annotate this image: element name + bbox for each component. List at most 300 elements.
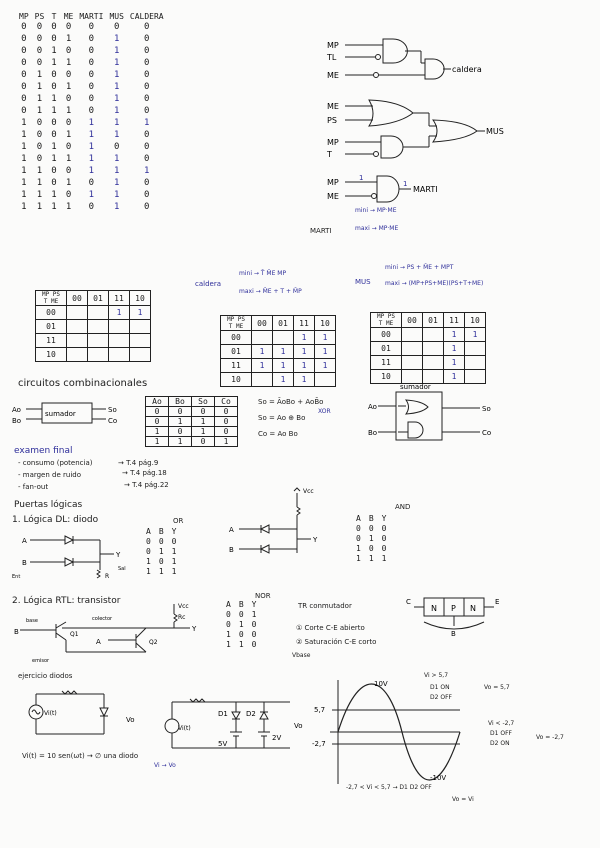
kmap-col-label: 10 — [465, 313, 486, 328]
kmap-corner — [221, 316, 252, 331]
col-ps: PS — [34, 12, 45, 21]
kmap-cell: 1 — [130, 306, 151, 320]
kmap-cell: 1 — [109, 306, 130, 320]
truth-table-cell: 1 — [113, 202, 120, 212]
rtl-vcc: Vcc — [178, 603, 189, 610]
truth-table-cell: 1 — [21, 202, 27, 212]
dl-input-note: Ent — [12, 574, 21, 580]
truth-table-cell: 0 — [144, 58, 150, 68]
truth-table-cell: 1 — [88, 130, 95, 140]
rtl-nor-circuit — [12, 600, 212, 664]
nor-table-col: Y — [251, 600, 257, 609]
truth-table-cell: 0 — [65, 166, 72, 176]
truth-table-cell: 0 — [144, 22, 150, 32]
or-table-cell: 0 — [158, 536, 164, 546]
diode2-v1: 5V — [218, 740, 228, 748]
diode2-d1: D1 — [218, 710, 228, 718]
truth-table-row — [16, 81, 167, 93]
truth-table-cell: 0 — [144, 106, 150, 116]
rtl-in-a: A — [96, 638, 101, 646]
kmap-col-label: 00 — [252, 316, 273, 331]
truth-table-cell: 0 — [21, 70, 27, 80]
dl-in-b: B — [22, 559, 27, 567]
truth-table-row — [16, 165, 167, 177]
truth-table-cell: 0 — [144, 202, 150, 212]
kmap-row-label: 11 — [371, 356, 402, 370]
diode-circuit-1 — [22, 688, 142, 744]
truth-table-cell: 0 — [21, 46, 27, 56]
kmap-cell — [88, 348, 109, 362]
adder-circuit-b: Bo — [368, 429, 378, 437]
truth-table-row — [16, 57, 167, 69]
npn-e: E — [495, 598, 500, 606]
or-table-cell: 0 — [146, 546, 151, 556]
kmap-row-label: 10 — [371, 370, 402, 384]
kmap-corner-top: MP PS — [41, 291, 61, 298]
truth-table-row — [16, 117, 167, 129]
truth-table-cell: 0 — [65, 22, 72, 32]
kmap-corner-top: MP PS — [226, 316, 246, 323]
truth-table-cell: 0 — [51, 166, 57, 176]
truth-table-cell: 1 — [65, 34, 72, 44]
npn-n2: N — [470, 604, 476, 613]
rtl-q2: Q2 — [149, 639, 158, 646]
exam-item-3: - fan-out — [18, 483, 49, 491]
kmap-row — [221, 359, 336, 373]
adder-table-cell: 0 — [215, 417, 238, 427]
mus-circuit — [325, 96, 515, 168]
truth-table-cell: 1 — [65, 202, 72, 212]
truth-table-cell: 1 — [51, 94, 57, 104]
truth-table-cell: 0 — [36, 58, 43, 68]
adder-circuit-title: sumador — [400, 383, 431, 391]
truth-table-cell: 0 — [21, 58, 27, 68]
exam-section — [14, 446, 234, 496]
nor-table-row — [222, 619, 260, 629]
case1-d1: D1 ON — [430, 684, 450, 691]
or-table-col: A — [146, 527, 151, 536]
npn-n1: N — [431, 604, 437, 613]
kmap-cell — [423, 356, 444, 370]
kmap-row — [371, 356, 486, 370]
adder-in-b: Bo — [12, 417, 22, 425]
dl-resistor: R — [105, 573, 110, 580]
nor-table-cell: 0 — [226, 619, 231, 629]
diode-cases — [420, 672, 590, 762]
dl-in-a: A — [22, 537, 27, 545]
truth-table-cell: 0 — [88, 202, 95, 212]
kmap-col-label: 01 — [273, 316, 294, 331]
or-table-cell: 0 — [158, 556, 164, 566]
kmap-col-label: 11 — [294, 316, 315, 331]
kmap-cell — [88, 334, 109, 348]
kmap-col-label: 11 — [444, 313, 465, 328]
truth-table-cell: 1 — [113, 118, 120, 128]
truth-table-cell: 1 — [36, 82, 43, 92]
marti-out: MARTI — [413, 185, 438, 194]
kmap-row-label: 01 — [221, 345, 252, 359]
nor-table-row — [222, 609, 260, 619]
and-table-cell: 1 — [356, 543, 361, 553]
kmap-corner — [36, 291, 67, 306]
kmap-row-label: 00 — [36, 306, 67, 320]
col-caldera: CALDERA — [129, 12, 164, 21]
exam-item-1: - consumo (potencia) — [18, 459, 93, 467]
truth-table-cell: 1 — [36, 166, 43, 176]
adder-table-cell: 0 — [192, 407, 215, 417]
adder-table-col: Co — [215, 397, 238, 407]
truth-table-cell: 1 — [65, 154, 72, 164]
adder-table-cell: 1 — [146, 437, 169, 447]
nor-table-cell: 1 — [238, 639, 244, 649]
and-label: AND — [395, 503, 411, 511]
kmap-col-label: 01 — [88, 291, 109, 306]
dl-output-note: Sal — [118, 566, 126, 572]
kmap-row-label: 00 — [371, 328, 402, 342]
adder-table-cell: 0 — [169, 407, 192, 417]
col-mp: MP — [19, 12, 29, 21]
rtl-q1: Q1 — [70, 631, 79, 638]
truth-table-row — [16, 201, 167, 213]
adder-circuit-s: So — [482, 405, 491, 413]
marti-mark-2: 1 — [403, 180, 408, 188]
nor-table-header — [222, 600, 260, 609]
truth-table-cell: 1 — [113, 106, 120, 116]
kmap-cell — [130, 348, 151, 362]
truth-table-cell: 1 — [65, 82, 72, 92]
truth-table-cell: 0 — [144, 94, 150, 104]
truth-table-cell: 1 — [21, 142, 27, 152]
nor-table-col: B — [238, 600, 244, 609]
kmap-row — [371, 342, 486, 356]
adder-eq-so-xor: So = Ao ⊕ Bo — [258, 414, 306, 422]
truth-table-cell: 0 — [51, 34, 57, 44]
truth-table-row — [16, 189, 167, 201]
exam-item-2: - margen de ruido — [18, 471, 81, 479]
adder-equations — [258, 398, 358, 444]
kmap-row-label: 11 — [221, 359, 252, 373]
kmap-corner-left: T ME — [228, 323, 244, 330]
adder-table-row — [146, 407, 238, 417]
dl-title: 1. Lógica DL: diodo — [12, 515, 99, 525]
or-table-cell: 1 — [158, 566, 164, 576]
or-table-cell: 1 — [171, 566, 177, 576]
truth-table-cell: 1 — [65, 130, 72, 140]
truth-table-cell: 0 — [36, 34, 43, 44]
nor-table-cell: 0 — [226, 609, 231, 619]
nor-table-cell: 1 — [226, 639, 231, 649]
case2-output: Vo = -2,7 — [536, 734, 564, 741]
truth-table-cell: 1 — [113, 82, 120, 92]
truth-table-cell: 1 — [21, 154, 27, 164]
truth-table-cell: 1 — [88, 190, 95, 200]
kmap-col-label: 10 — [130, 291, 151, 306]
kmap-corner-top: MP PS — [376, 313, 396, 320]
diode2-vo: Vo — [294, 722, 303, 730]
and-in-a: A — [229, 526, 234, 534]
truth-table-cell: 0 — [65, 142, 72, 152]
truth-table-cell: 0 — [65, 46, 72, 56]
or-table-row — [142, 536, 180, 546]
rtl-emisor-label: emisor — [32, 658, 50, 664]
nor-truth-table — [222, 600, 260, 649]
caldera-circuit — [325, 35, 495, 87]
nor-table-cell: 0 — [238, 629, 244, 639]
kmap-row — [36, 320, 151, 334]
adder-table-cell: 0 — [215, 407, 238, 417]
case2-d1: D1 OFF — [490, 730, 512, 737]
kmap-header-row — [371, 313, 486, 328]
kmap-row — [371, 328, 486, 342]
kmap-row — [36, 334, 151, 348]
dl-and-circuit — [225, 485, 335, 559]
adder-block — [12, 395, 132, 435]
tr-switch-title: TR conmutador — [298, 602, 352, 610]
or-table-row — [142, 556, 180, 566]
case1-condition: Vi > 5,7 — [424, 672, 449, 679]
kmap-row-label: 00 — [221, 331, 252, 345]
or-table-row — [142, 546, 180, 556]
kmap-row — [36, 306, 151, 320]
kmap-caldera — [220, 315, 336, 387]
truth-table-cell: 0 — [88, 82, 95, 92]
kmap-corner — [371, 313, 402, 328]
rtl-title: 2. Lógica RTL: transistor — [12, 596, 121, 606]
adder-block-label: sumador — [45, 410, 76, 418]
caldera-in-mp: MP — [327, 41, 339, 50]
and-table-col: Y — [381, 514, 387, 523]
adder-in-a: Ao — [12, 406, 21, 414]
caldera-in-tl: TL — [327, 53, 337, 62]
adder-eq-so-expanded: So = ĀoBo + AoB̄o — [258, 398, 324, 406]
tr-switch-vbase: Vbase — [292, 652, 311, 659]
truth-table-row — [16, 105, 167, 117]
kmap-cell: 1 — [294, 345, 315, 359]
kmap-cell — [88, 320, 109, 334]
adder-table-row — [146, 437, 238, 447]
truth-table-cell: 1 — [113, 154, 120, 164]
truth-table-cell: 0 — [51, 22, 57, 32]
truth-table-cell: 1 — [36, 70, 43, 80]
kmap-cell — [423, 328, 444, 342]
diode-circuit-2 — [160, 696, 310, 756]
exam-item-1-ref: → T.4 pág.9 — [118, 459, 159, 467]
nor-table-cell: 0 — [251, 619, 257, 629]
truth-table-cell: 0 — [88, 178, 95, 188]
truth-table-cell: 1 — [65, 106, 72, 116]
kmap-cell — [109, 348, 130, 362]
truth-table-cell: 0 — [144, 142, 150, 152]
truth-table-cell: 0 — [144, 46, 150, 56]
diode-formula-note: Vi → Vo — [154, 762, 176, 769]
sine-peak-bottom: -10V — [430, 774, 447, 782]
truth-table-cell: 1 — [36, 202, 43, 212]
dl-out-y: Y — [116, 551, 121, 559]
truth-table-cell: 1 — [51, 46, 57, 56]
truth-table-cell: 0 — [51, 82, 57, 92]
truth-table-row — [16, 45, 167, 57]
kmap-cell — [109, 334, 130, 348]
adder-table-cell: 0 — [215, 427, 238, 437]
rtl-in-b: B — [14, 628, 19, 636]
truth-table-cell: 1 — [113, 70, 120, 80]
truth-table-cell: 1 — [113, 130, 120, 140]
mus-expr-mini: mini → PS + M̄E + MPT — [385, 264, 454, 271]
kmap-corner-left: T ME — [43, 298, 59, 305]
adder-table-cell: 0 — [146, 417, 169, 427]
kmap-corner-left: T ME — [378, 320, 394, 327]
truth-table-cell: 1 — [88, 166, 95, 176]
nor-table-row — [222, 639, 260, 649]
truth-table-cell: 0 — [65, 190, 72, 200]
adder-out-c: Co — [108, 417, 118, 425]
truth-table-cell: 1 — [21, 190, 27, 200]
truth-table-cell: 0 — [65, 70, 72, 80]
truth-table-cell: 0 — [144, 130, 150, 140]
adder-table-cell: 1 — [215, 437, 238, 447]
truth-table-row — [16, 93, 167, 105]
or-table-col: Y — [171, 527, 177, 536]
or-table-col: B — [158, 527, 164, 536]
truth-table-cell: 1 — [144, 118, 150, 128]
mus-expr-maxi: maxi → (MP+PS+ME)(PS+T+ME) — [385, 280, 484, 287]
kmap-cell — [67, 348, 88, 362]
truth-table-cell: 1 — [51, 142, 57, 152]
sine-level-bottom: -2,7 — [312, 740, 326, 748]
nor-table-cell: 1 — [226, 629, 231, 639]
adder-table-col: So — [192, 397, 215, 407]
nor-label: NOR — [255, 592, 271, 600]
adder-eq-xor-note: XOR — [318, 408, 331, 415]
kmap-header-row — [221, 316, 336, 331]
truth-table-cell: 0 — [36, 154, 43, 164]
kmap-header-row — [36, 291, 151, 306]
kmap-cell — [402, 342, 423, 356]
truth-table-row — [16, 21, 167, 33]
adder-table-cell: 1 — [192, 427, 215, 437]
truth-table-cell: 0 — [144, 154, 150, 164]
truth-table-cell: 0 — [36, 142, 43, 152]
adder-table-cell: 0 — [146, 407, 169, 417]
and-table-cell: 0 — [381, 523, 387, 533]
diode2-vi: Vi(t) — [178, 725, 191, 732]
truth-table-cell: 0 — [88, 106, 95, 116]
marti-in-me: ME — [327, 192, 339, 201]
truth-table-cell: 1 — [21, 166, 27, 176]
and-table-cell: 0 — [381, 533, 387, 543]
adder-table-cell: 1 — [146, 427, 169, 437]
or-truth-table — [142, 527, 180, 576]
kmap-cell: 1 — [444, 328, 465, 342]
kmap-cell: 1 — [444, 342, 465, 356]
or-table-cell: 1 — [146, 566, 151, 576]
kmap-cell: 1 — [444, 356, 465, 370]
caldera-expression — [195, 268, 345, 302]
truth-table-cell: 1 — [65, 178, 72, 188]
diodes-title: ejercicio diodos — [18, 672, 73, 680]
kmap-row-label: 01 — [371, 342, 402, 356]
truth-table-cell: 0 — [65, 94, 72, 104]
truth-table-header-row — [16, 12, 167, 21]
npn-b: B — [451, 630, 456, 638]
or-table-cell: 0 — [171, 536, 177, 546]
adder-table-col: Ao — [146, 397, 169, 407]
truth-table-cell: 1 — [113, 34, 120, 44]
kmap-mus — [370, 312, 486, 384]
and-table-cell: 0 — [381, 543, 387, 553]
truth-table-row — [16, 177, 167, 189]
truth-table-cell: 1 — [51, 106, 57, 116]
truth-table-cell: 1 — [88, 118, 95, 128]
kmap-cell — [465, 356, 486, 370]
kmap-row-label: 01 — [36, 320, 67, 334]
kmap-cell: 1 — [315, 359, 336, 373]
and-table-row — [352, 553, 390, 563]
truth-table-cell: 1 — [36, 106, 43, 116]
tr-switch-saturation: ② Saturación C-E corto — [296, 638, 377, 646]
adder-truth-table — [145, 396, 238, 447]
truth-table-row — [16, 33, 167, 45]
nor-table-cell: 0 — [251, 629, 257, 639]
and-truth-table — [352, 514, 390, 563]
kmap-cell — [315, 373, 336, 387]
tr-switch-notes — [292, 602, 422, 662]
adder-table-col: Bo — [169, 397, 192, 407]
and-table-row — [352, 523, 390, 533]
truth-table-cell: 1 — [21, 178, 27, 188]
exam-item-2-ref: → T.4 pág.18 — [122, 469, 167, 477]
npn-p: P — [451, 604, 456, 613]
truth-table-cell: 0 — [144, 190, 150, 200]
kmap-cell — [252, 373, 273, 387]
caldera-expr-mini: mini → T̄ M̄E MP — [239, 270, 287, 277]
tr-switch-cut: ① Corte C-E abierto — [296, 624, 365, 632]
kmap-cell: 1 — [315, 331, 336, 345]
kmap-col-label: 01 — [423, 313, 444, 328]
kmap-cell — [88, 306, 109, 320]
mus-in-t: T — [327, 150, 332, 159]
adder-circuit — [368, 380, 508, 446]
adder-circuit-c: Co — [482, 429, 492, 437]
case2-d2: D2 ON — [490, 740, 510, 747]
kmap-cell: 1 — [273, 359, 294, 373]
truth-table-cell: 1 — [21, 130, 27, 140]
mus-expr-label: MUS — [355, 278, 371, 286]
kmap-cell: 1 — [252, 345, 273, 359]
marti-expr-label: MARTI — [310, 227, 332, 235]
kmap-marti — [35, 290, 151, 362]
truth-table-cell: 0 — [88, 34, 95, 44]
truth-table-cell: 0 — [36, 118, 43, 128]
diode-formula: Vi(t) = 10 sen(ωt) → ∅ una diodo — [22, 752, 139, 760]
mus-expression — [355, 262, 545, 296]
adder-out-s: So — [108, 406, 117, 414]
kmap-cell: 1 — [273, 345, 294, 359]
nor-table-cell: 1 — [251, 609, 257, 619]
mus-in-me: ME — [327, 102, 339, 111]
truth-table-cell: 0 — [88, 58, 95, 68]
truth-table-cell: 0 — [144, 178, 150, 188]
and-in-b: B — [229, 546, 234, 554]
diode1-vo: Vo — [126, 716, 135, 724]
truth-table-cell: 0 — [51, 130, 57, 140]
col-mus: MUS — [109, 12, 124, 21]
kmap-row-label: 10 — [36, 348, 67, 362]
kmap-cell: 1 — [315, 345, 336, 359]
sine-level-top: 5,7 — [314, 706, 326, 714]
adder-table-cell: 0 — [192, 437, 215, 447]
truth-table-cell: 0 — [144, 82, 150, 92]
